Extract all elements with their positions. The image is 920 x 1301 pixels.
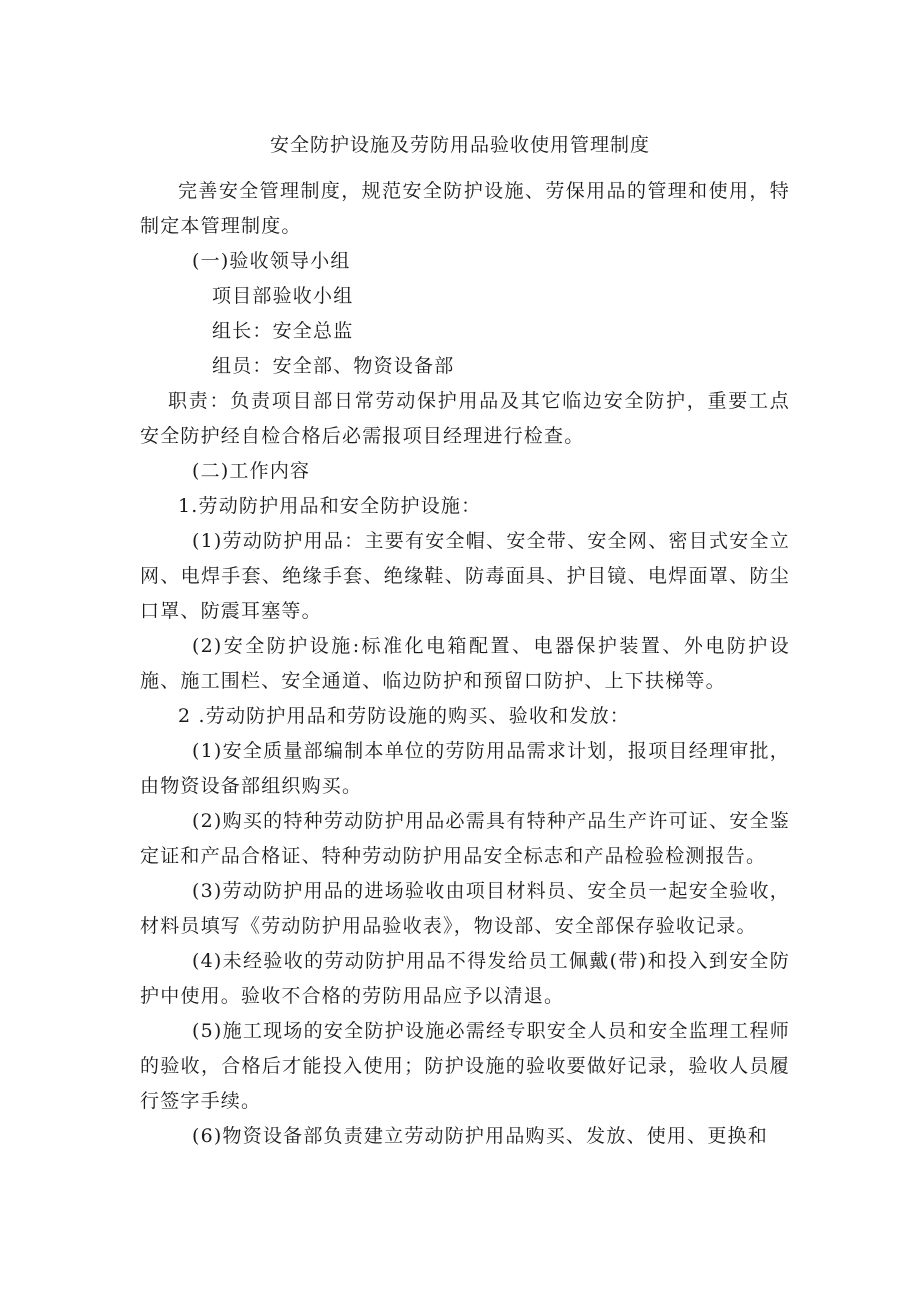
item1-sub1: (1)劳动防护用品：主要有安全帽、安全带、安全网、密目式安全立网、电焊手套、绝缘手套、绝缘鞋、防毒面具、护目镜、电焊面罩、防尘口罩、防震耳塞等。 — [140, 530, 790, 622]
intro-paragraph: 完善安全管理制度，规范安全防护设施、劳保用品的管理和使用，特制定本管理制度。 — [140, 180, 790, 237]
section-heading-1: (一)验收领导小组 — [192, 250, 351, 272]
item1-sub2: (2)安全防护设施:标准化电箱配置、电器保护装置、外电防护设施、施工围栏、安全通道、临边防护和预留口防护、上下扶梯等。 — [140, 635, 790, 692]
item2-sub2: (2)购买的特种劳动防护用品必需具有特种产品生产许可证、安全鉴定证和产品合格证、特种劳动防护用品安全标志和产品检验检测报告。 — [140, 810, 790, 867]
item1-heading: 1.劳动防护用品和安全防护设施： — [178, 495, 482, 517]
acceptance-group: 项目部验收小组 — [212, 285, 354, 307]
group-leader: 组长：安全总监 — [212, 320, 354, 342]
duty-paragraph: 职责：负责项目部日常劳动保护用品及其它临边安全防护，重要工点安全防护经自检合格后必需报项目经理进行检查。 — [140, 390, 790, 447]
item2-heading: 2 .劳动防护用品和劳防设施的购买、验收和发放： — [178, 705, 630, 727]
group-members: 组员：安全部、物资设备部 — [212, 355, 455, 377]
item2-sub4: (4)未经验收的劳动防护用品不得发给员工佩戴(带)和投入到安全防护中使用。验收不合格的劳防用品应予以清退。 — [140, 950, 790, 1007]
item2-sub5: (5)施工现场的安全防护设施必需经专职安全人员和安全监理工程师的验收，合格后才能投入使用；防护设施的验收要做好记录，验收人员履行签字手续。 — [140, 1020, 790, 1112]
item2-sub3: (3)劳动防护用品的进场验收由项目材料员、安全员一起安全验收，材料员填写《劳动防护用品验收表》，物设部、安全部保存验收记录。 — [140, 880, 790, 937]
document-body — [140, 174, 790, 1154]
document-title: 安全防护设施及劳防用品验收使用管理制度 — [269, 134, 650, 156]
item2-sub6: (6)物资设备部负责建立劳动防护用品购买、发放、使用、更换和 — [192, 1125, 768, 1147]
section-heading-2: (二)工作内容 — [192, 460, 311, 482]
item2-sub1: (1)安全质量部编制本单位的劳防用品需求计划，报项目经理审批，由物资设备部组织购买。 — [140, 740, 790, 797]
